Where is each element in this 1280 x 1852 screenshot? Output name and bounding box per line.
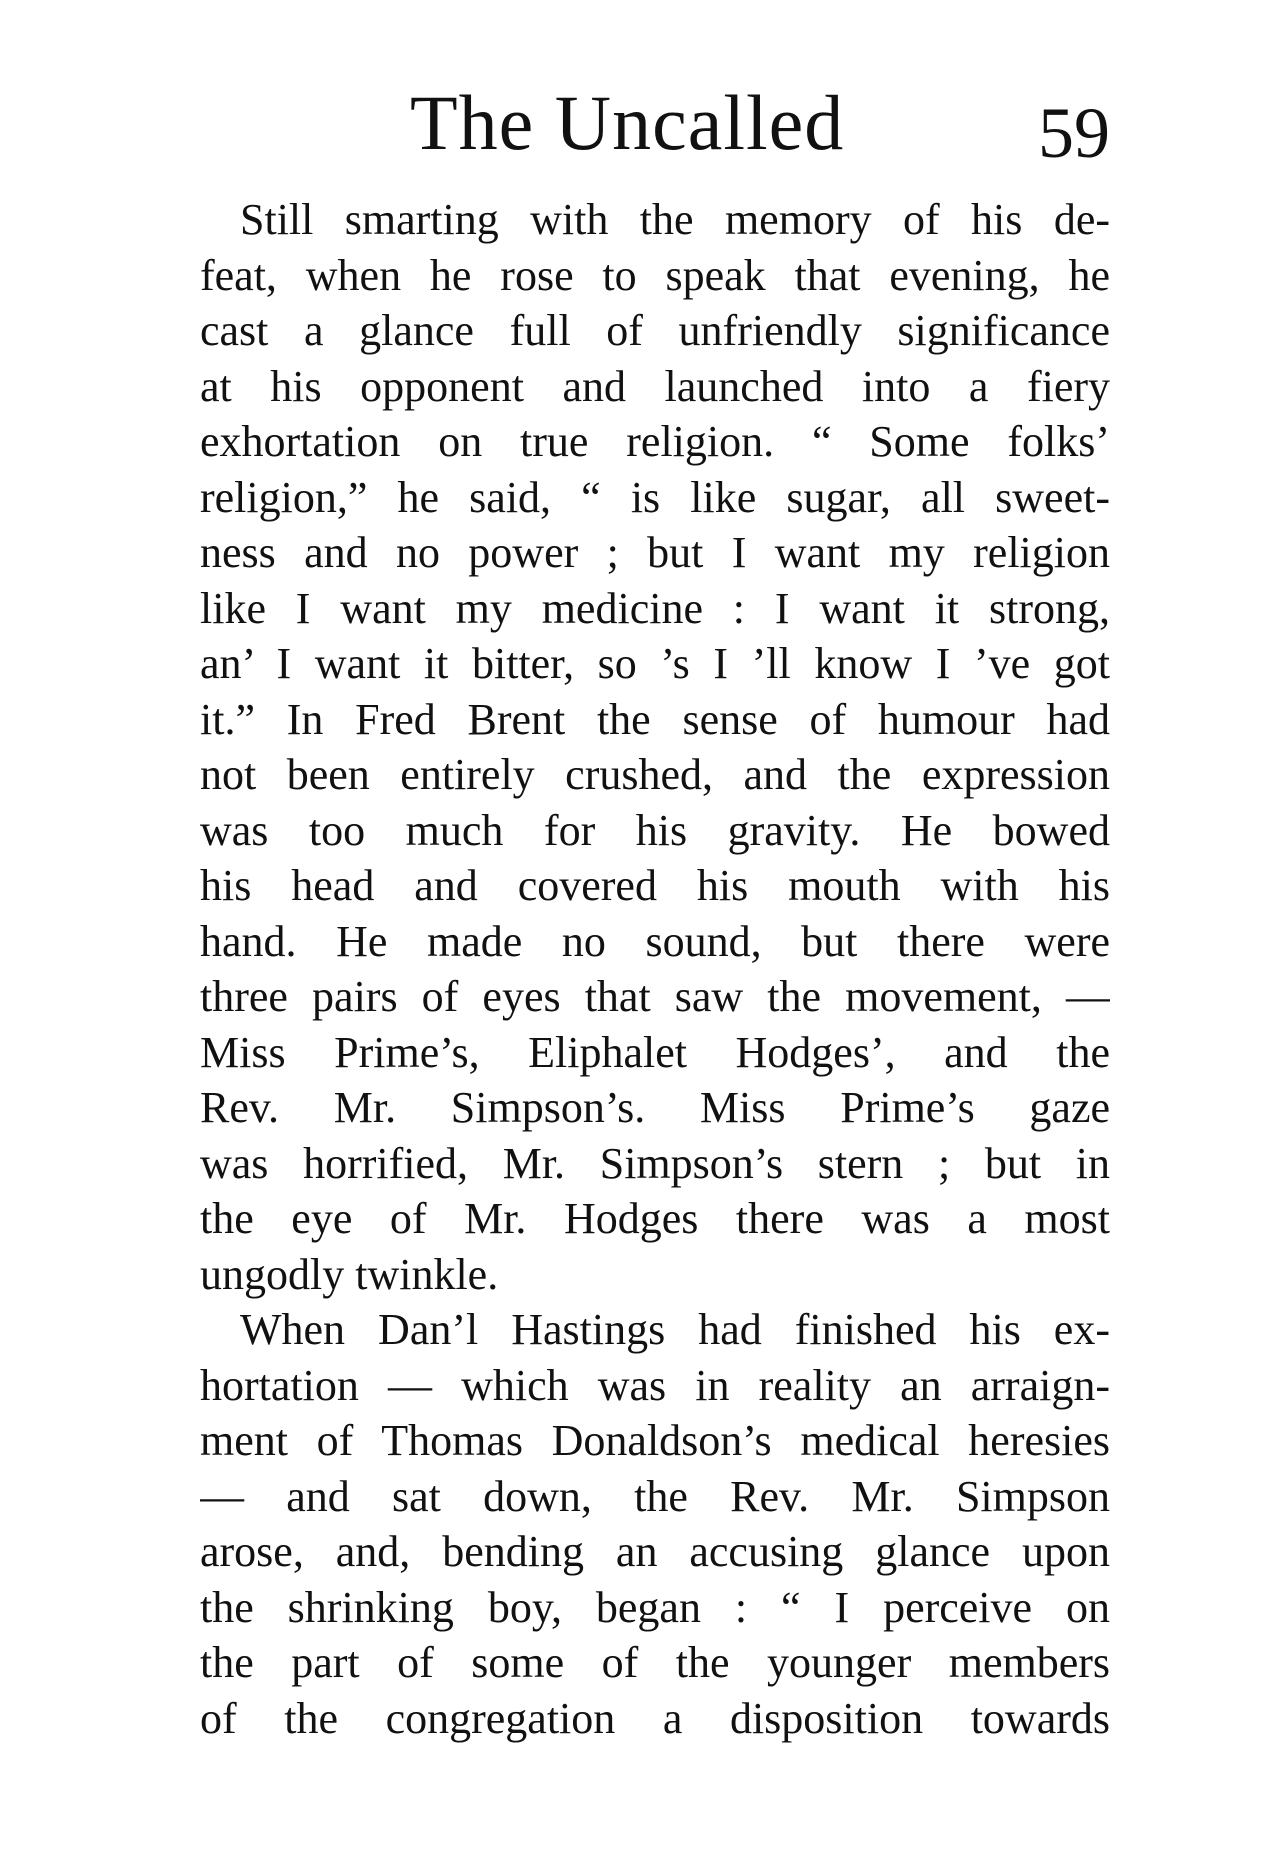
text-line: Rev. Mr. Simpson’s. Miss Prime’s gaze <box>200 1083 1110 1132</box>
text-line: Miss Prime’s, Eliphalet Hodges’, and the <box>200 1027 1110 1077</box>
text-line: was too much for his gravity. He bowed <box>200 805 1110 855</box>
text-line: an’ I want it bitter, so ’s I ’ll know I ’ve got <box>200 639 1110 688</box>
text-line: the shrinking boy, began : “ I perceive on <box>200 1582 1110 1632</box>
text-line: not been entirely crushed, and the expression <box>200 750 1110 799</box>
text-line: ungodly twinkle. <box>200 1249 499 1299</box>
text-line: ment of Thomas Donaldson’s medical heresies <box>200 1416 1110 1465</box>
text-line: Still smarting with the memory of his de- <box>240 195 1110 244</box>
text-line: the part of some of the younger members <box>200 1638 1110 1687</box>
text-line: religion,” he said, “ is like sugar, all sweet- <box>200 472 1110 522</box>
text-line: arose, and, bending an accusing glance upon <box>200 1527 1110 1576</box>
text-line: of the congregation a disposition towards <box>200 1693 1110 1743</box>
text-line: it.” In Fred Brent the sense of humour had <box>200 694 1110 744</box>
body-text <box>200 192 1110 1746</box>
text-line: at his opponent and launched into a fiery <box>200 361 1110 411</box>
text-line: the eye of Mr. Hodges there was a most <box>200 1194 1110 1243</box>
text-line: — and sat down, the Rev. Mr. Simpson <box>200 1471 1110 1521</box>
text-line: hortation — which was in reality an arraign- <box>200 1360 1110 1410</box>
text-line: cast a glance full of unfriendly significance <box>200 306 1110 355</box>
text-line: When Dan’l Hastings had finished his ex- <box>240 1305 1110 1354</box>
text-line: his head and covered his mouth with his <box>200 861 1110 910</box>
text-line: exhortation on true religion. “ Some folks’ <box>200 417 1110 466</box>
text-line: was horrified, Mr. Simpson’s stern ; but in <box>200 1138 1110 1188</box>
text-line: like I want my medicine : I want it strong, <box>200 583 1110 633</box>
page-number: 59 <box>1038 93 1110 173</box>
text-line: feat, when he rose to speak that evening, he <box>200 250 1110 300</box>
text-line: hand. He made no sound, but there were <box>200 916 1110 966</box>
text-line: three pairs of eyes that saw the movement, — <box>200 972 1110 1021</box>
running-title: The Uncalled <box>410 79 845 166</box>
text-line: ness and no power ; but I want my religion <box>200 528 1110 577</box>
running-head <box>200 78 1110 173</box>
